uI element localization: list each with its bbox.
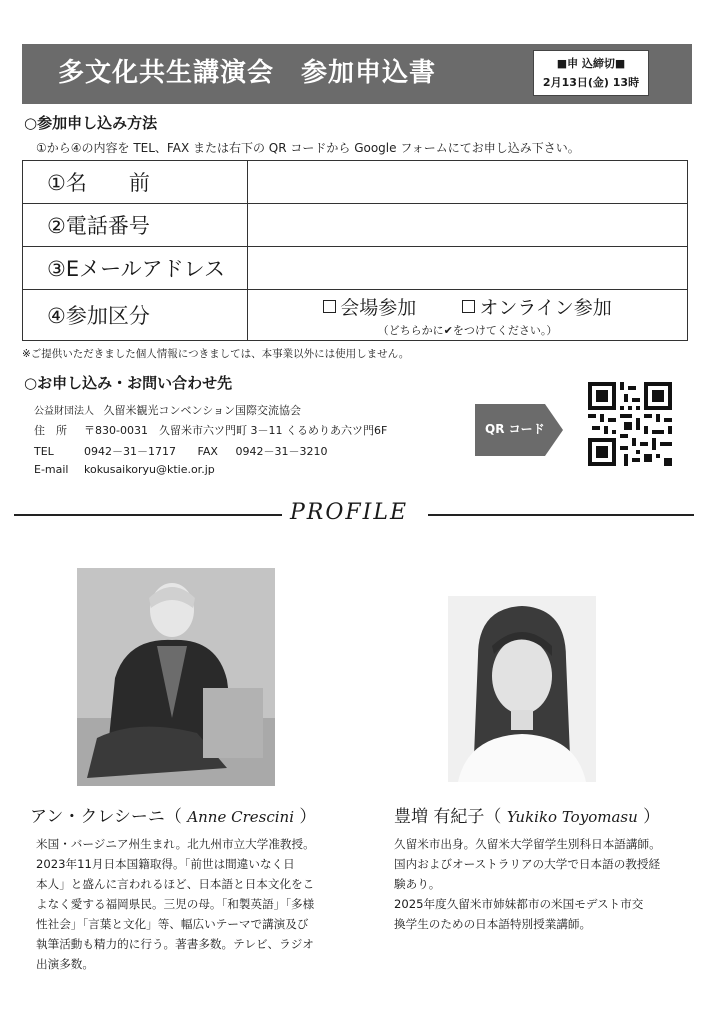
profile-heading: PROFILE bbox=[290, 500, 409, 525]
profile-divider-right bbox=[428, 514, 694, 516]
name-label: ①名 前 bbox=[23, 161, 248, 204]
speaker1-portrait-image bbox=[77, 568, 275, 786]
speaker1-bio-line: 本人」と盛んに言われるほど、日本語と日本文化をこ bbox=[36, 877, 315, 891]
speaker2-bio-line: 換学生のための日本語特別授業講師。 bbox=[394, 917, 592, 931]
speaker2-name-jp: 豊増 有紀子 bbox=[394, 807, 485, 827]
org-name: 久留米観光コンベンション国際交流協会 bbox=[103, 404, 302, 417]
fax-value: 0942－31－3210 bbox=[235, 445, 328, 458]
speaker1-bio-line: 米国・バージニア州生まれ。北九州市立大学准教授。 bbox=[36, 837, 315, 851]
qr-label: QR コード bbox=[485, 422, 545, 436]
profile-divider-left bbox=[14, 514, 282, 516]
form-row-category bbox=[23, 290, 688, 341]
speaker1-name-roman: Anne Crescini bbox=[187, 808, 294, 826]
email-label: ③Eメールアドレス bbox=[23, 247, 248, 290]
email-contact-value[interactable]: kokusaikoryu@ktie.or.jp bbox=[84, 463, 215, 476]
apply-heading: ○参加申し込み方法 bbox=[24, 114, 158, 132]
tel-value: 0942－31－1717 bbox=[84, 445, 176, 458]
speaker1-bio-line: よなく愛する福岡県民。三児の母。「和製英語」「多様 bbox=[36, 897, 315, 911]
contact-phone bbox=[34, 443, 328, 459]
page-title: 多文化共生講演会 参加申込書 bbox=[58, 58, 437, 88]
category-options bbox=[248, 293, 687, 320]
org-prefix: 公益財団法人 bbox=[34, 406, 94, 417]
speaker1-bio-line: 執筆活動も精力的に行う。著書多数。テレビ、ラジオ bbox=[36, 937, 314, 951]
fax-label: FAX bbox=[197, 445, 218, 458]
contact-heading: ○お申し込み・お問い合わせ先 bbox=[24, 374, 233, 392]
speaker1-photo bbox=[77, 568, 275, 786]
form-row-name bbox=[23, 161, 688, 204]
contact-email bbox=[34, 463, 215, 476]
contact-org bbox=[34, 402, 301, 418]
name-field[interactable] bbox=[248, 161, 688, 204]
phone-label: ②電話番号 bbox=[23, 204, 248, 247]
online-checkbox[interactable] bbox=[462, 300, 475, 313]
speaker2-name-roman: Yukiko Toyomasu bbox=[506, 808, 638, 826]
category-field bbox=[248, 290, 688, 341]
speaker1-bio-line: 2023年11月日本国籍取得。「前世は間違いなく日 bbox=[36, 857, 295, 871]
address-label: 住 所 bbox=[34, 424, 67, 437]
speaker1-bio bbox=[36, 834, 336, 974]
venue-option-label: 会場参加 bbox=[340, 296, 417, 319]
speaker2-bio bbox=[394, 834, 704, 934]
form-row-email bbox=[23, 247, 688, 290]
speaker2-portrait-image bbox=[448, 596, 596, 782]
speaker1-name-jp: アン・クレシーニ bbox=[30, 807, 165, 827]
speaker2-bio-line: 2025年度久留米市姉妹都市の米国モデスト市交 bbox=[394, 897, 644, 911]
email-field[interactable] bbox=[248, 247, 688, 290]
address-value: 〒830-0031 久留米市六ツ門町 3－11 くるめりあ六ツ門6F bbox=[84, 424, 388, 437]
speaker2-bio-line: 久留米市出身。久留米大学留学生別科日本語講師。 bbox=[394, 837, 661, 851]
category-note: （どちらかに✔をつけてください。） bbox=[377, 323, 558, 337]
speaker1-bio-line: 出演多数。 bbox=[36, 957, 94, 971]
application-form-table bbox=[22, 160, 688, 341]
deadline-box bbox=[533, 50, 649, 96]
privacy-note: ※ご提供いただきました個人情報につきましては、本事業以外には使用しません。 bbox=[22, 348, 410, 360]
category-label: ④参加区分 bbox=[23, 290, 248, 341]
deadline-label: ■申 込締切■ bbox=[556, 57, 626, 70]
email-contact-label: E-mail bbox=[34, 463, 69, 476]
contact-address bbox=[34, 422, 387, 438]
apply-instruction: ①から④の内容を TEL、FAX または右下の QR コードから Google フォームにてお申し込み下さい。 bbox=[36, 141, 580, 155]
speaker2-photo bbox=[448, 596, 596, 782]
speaker2-bio-line: 国内およびオーストラリアの大学で日本語の教授経 bbox=[394, 857, 661, 871]
speaker2-name: 豊増 有紀子（ Yukiko Toyomasu ） bbox=[394, 807, 661, 827]
form-row-phone bbox=[23, 204, 688, 247]
phone-field[interactable] bbox=[248, 204, 688, 247]
tel-label: TEL bbox=[34, 445, 54, 458]
speaker1-bio-line: 性社会」「言葉と文化」等、幅広いテーマで講演及び bbox=[36, 917, 309, 931]
speaker2-bio-line: 験あり。 bbox=[394, 877, 441, 891]
speaker1-name: アン・クレシーニ（ Anne Crescini ） bbox=[30, 807, 317, 827]
qr-code-icon[interactable] bbox=[588, 382, 672, 466]
venue-checkbox[interactable] bbox=[323, 300, 336, 313]
online-option-label: オンライン参加 bbox=[479, 296, 612, 319]
deadline-date: 2月13日(金) 13時 bbox=[542, 76, 640, 89]
